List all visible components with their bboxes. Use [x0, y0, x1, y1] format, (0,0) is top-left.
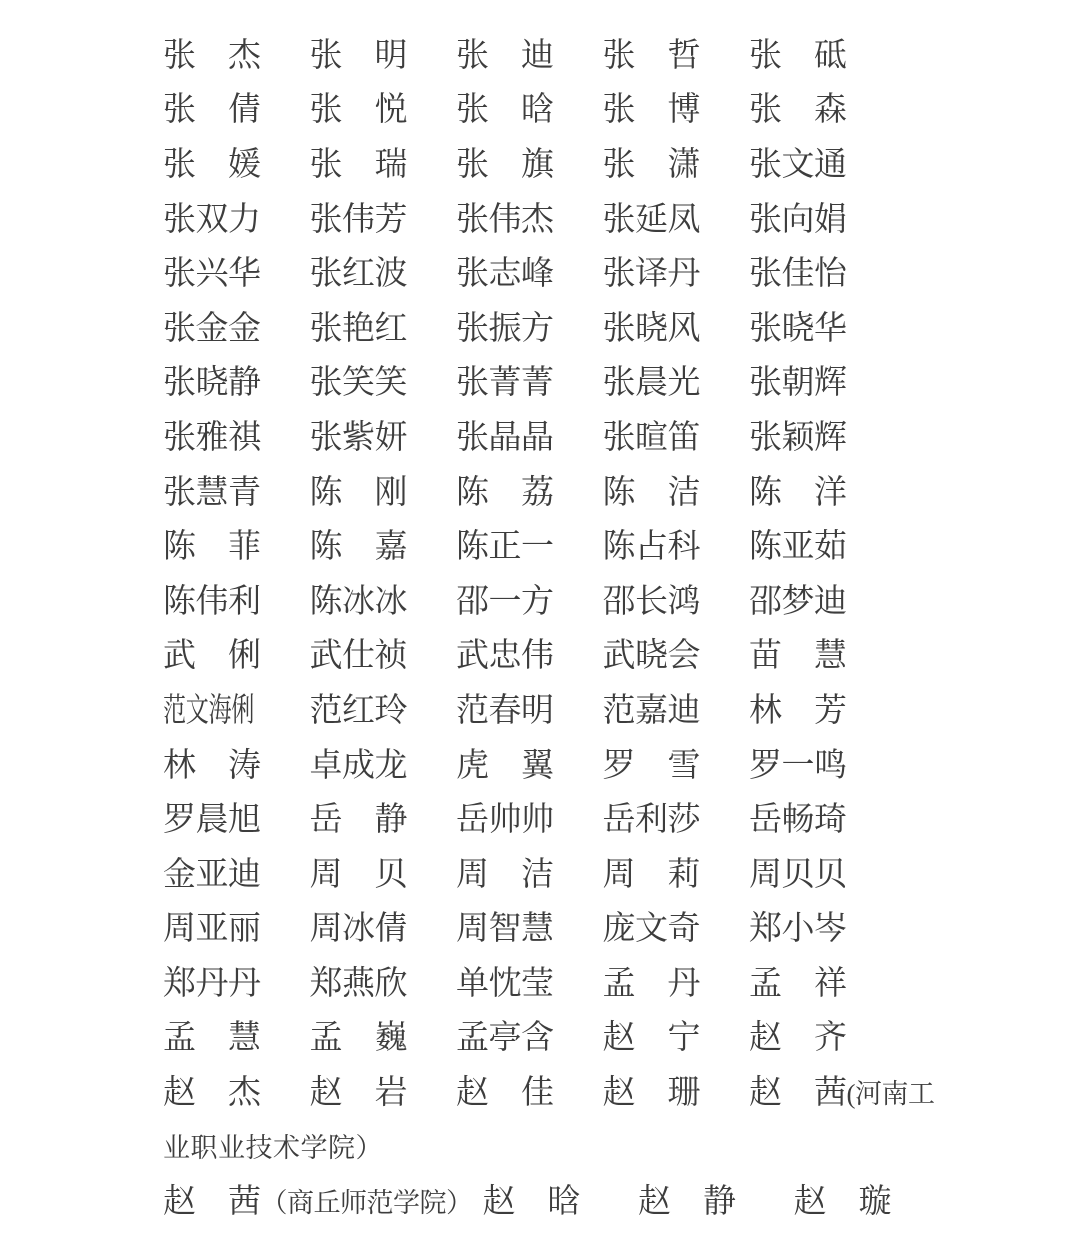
name-cell: 赵 珊 [602, 1075, 700, 1112]
name-cell: 张金金 [163, 310, 261, 347]
name-row [163, 411, 847, 466]
name-cell: 张 森 [749, 92, 847, 129]
name-cell: 张文通 [749, 146, 847, 183]
name-cell: 陈冰冰 [309, 583, 407, 620]
name-cell: 岳畅琦 [749, 802, 847, 839]
name-cell: 武 俐 [163, 638, 261, 675]
name-cell: 张伟芳 [309, 201, 407, 238]
name-cell: 张伟杰 [456, 201, 554, 238]
name-cell: 陈 嘉 [309, 529, 407, 566]
name-cell: 罗一鸣 [749, 747, 847, 784]
name-cell: 张晓风 [602, 310, 700, 347]
name-cell: 张笑笑 [309, 365, 407, 402]
name-cell: 陈 菲 [163, 529, 261, 566]
institution-note: (河南工 [846, 1079, 935, 1110]
name-cell: 范嘉迪 [602, 692, 700, 729]
name-cell: 赵 岩 [309, 1075, 407, 1112]
name-cell: 张 潇 [602, 146, 700, 183]
name-cell: 张 博 [602, 92, 700, 129]
name-cell: 张晨光 [602, 365, 700, 402]
name-cell: 赵 佳 [456, 1075, 554, 1112]
name-cell: 武晓会 [602, 638, 700, 675]
name-cell: 张佳怡 [749, 256, 847, 293]
name-cell: 苗 慧 [749, 638, 847, 675]
name-row [163, 957, 847, 1012]
name-cell: 邵长鸿 [602, 583, 700, 620]
name-row [163, 29, 847, 84]
name-cell: 赵 璇 [793, 1184, 891, 1221]
name-cell: 郑丹丹 [163, 965, 261, 1002]
last-name-row [163, 1175, 1080, 1230]
name-row [163, 739, 847, 794]
name-cell: 周 莉 [602, 856, 700, 893]
name-cell: 陈占科 [602, 529, 700, 566]
name-cell: 孟 丹 [602, 965, 700, 1002]
name-row [163, 684, 847, 739]
name-cell: 张 倩 [163, 92, 261, 129]
name-cell: 张双力 [163, 201, 261, 238]
name-cell: 范文海俐 [163, 692, 254, 729]
name-row [163, 138, 847, 193]
name-row [163, 302, 847, 357]
name-cell: 赵 茜（商丘师范学院） [163, 1184, 473, 1221]
name-cell: 孟 巍 [309, 1020, 407, 1057]
name-cell: 赵 晗 [482, 1184, 580, 1221]
name-cell: 武忠伟 [456, 638, 554, 675]
name-cell: 张 杰 [163, 37, 261, 74]
name-row [163, 193, 847, 248]
name-cell: 周 洁 [456, 856, 554, 893]
name-row [163, 357, 847, 412]
name-cell: 赵 齐 [749, 1020, 847, 1057]
name-cell: 陈 洁 [602, 474, 700, 511]
name-cell: 张延凤 [602, 201, 700, 238]
name-cell: 单忱莹 [456, 965, 554, 1002]
name-cell: 金亚迪 [163, 856, 261, 893]
name-cell: 张朝辉 [749, 365, 847, 402]
name-cell: 罗 雪 [602, 747, 700, 784]
name-cell: 张紫妍 [309, 419, 407, 456]
name-cell: 周 贝 [309, 856, 407, 893]
name-row [163, 1012, 847, 1067]
name-cell: 张 迪 [456, 37, 554, 74]
name-cell: 张 明 [309, 37, 407, 74]
name-cell: 郑燕欣 [309, 965, 407, 1002]
name-cell: 周智慧 [456, 911, 554, 948]
name-cell: 岳利莎 [602, 802, 700, 839]
name-cell: 张雅祺 [163, 419, 261, 456]
name-cell: 孟 祥 [749, 965, 847, 1002]
name-cell: 范春明 [456, 692, 554, 729]
name-cell: 张艳红 [309, 310, 407, 347]
name-cell: 张 媛 [163, 146, 261, 183]
name-cell: 张 瑞 [309, 146, 407, 183]
name-cell: 赵 杰 [163, 1075, 261, 1112]
name-grid [163, 29, 935, 1121]
name-cell: 张 哲 [602, 37, 700, 74]
name-cell: 赵 静 [638, 1184, 736, 1221]
name-cell: 张晓静 [163, 365, 261, 402]
name-cell: 孟亭含 [456, 1020, 554, 1057]
name-cell: 张晓华 [749, 310, 847, 347]
name-cell: 周贝贝 [749, 856, 847, 893]
name-cell: 张 晗 [456, 92, 554, 129]
name-cell: 卓成龙 [309, 747, 407, 784]
name-cell: 张红波 [309, 256, 407, 293]
name-cell: 林 涛 [163, 747, 261, 784]
name-cell: 孟 慧 [163, 1020, 261, 1057]
name-cell: 陈 洋 [749, 474, 847, 511]
name-cell: 陈 荔 [456, 474, 554, 511]
name-row [163, 575, 847, 630]
name-row [163, 1066, 935, 1121]
name-cell: 范红玲 [309, 692, 407, 729]
institution-note: （商丘师范学院） [260, 1188, 473, 1219]
name-cell: 赵 宁 [602, 1020, 700, 1057]
name-cell: 陈 刚 [309, 474, 407, 511]
name-cell: 张颖辉 [749, 419, 847, 456]
name-cell: 虎 翼 [456, 747, 554, 784]
name-cell: 邵一方 [456, 583, 554, 620]
name-cell: 武仕祯 [309, 638, 407, 675]
name-cell: 张 砥 [749, 37, 847, 74]
name-cell: 郑小岑 [749, 911, 847, 948]
name-cell: 张译丹 [602, 256, 700, 293]
name-cell: 张兴华 [163, 256, 261, 293]
name-cell: 岳 静 [309, 802, 407, 839]
name-row [163, 247, 847, 302]
name-row [163, 793, 847, 848]
name-cell: 赵 茜(河南工 [749, 1075, 935, 1112]
name-cell: 林 芳 [749, 692, 847, 729]
name-cell: 张暄笛 [602, 419, 700, 456]
name-cell: 陈正一 [456, 529, 554, 566]
name-cell: 张 旗 [456, 146, 554, 183]
name-cell: 庞文奇 [602, 911, 700, 948]
name-cell: 陈伟利 [163, 583, 261, 620]
name-cell: 张慧青 [163, 474, 261, 511]
name-cell: 张振方 [456, 310, 554, 347]
name-cell: 张向娟 [749, 201, 847, 238]
name-cell: 张晶晶 [456, 419, 554, 456]
name-row [163, 84, 847, 139]
name-cell: 岳帅帅 [456, 802, 554, 839]
name-cell: 周冰倩 [309, 911, 407, 948]
name-cell: 张菁菁 [456, 365, 554, 402]
name-cell: 陈亚茹 [749, 529, 847, 566]
name-cell: 张 悦 [309, 92, 407, 129]
name-row [163, 466, 847, 521]
name-row [163, 903, 847, 958]
name-cell: 罗晨旭 [163, 802, 261, 839]
name-cell: 周亚丽 [163, 911, 261, 948]
name-row [163, 520, 847, 575]
name-row [163, 630, 847, 685]
name-row [163, 848, 847, 903]
wrapped-institution-line: 业职业技术学院） [163, 1132, 383, 1163]
name-cell: 邵梦迪 [749, 583, 847, 620]
name-cell: 张志峰 [456, 256, 554, 293]
